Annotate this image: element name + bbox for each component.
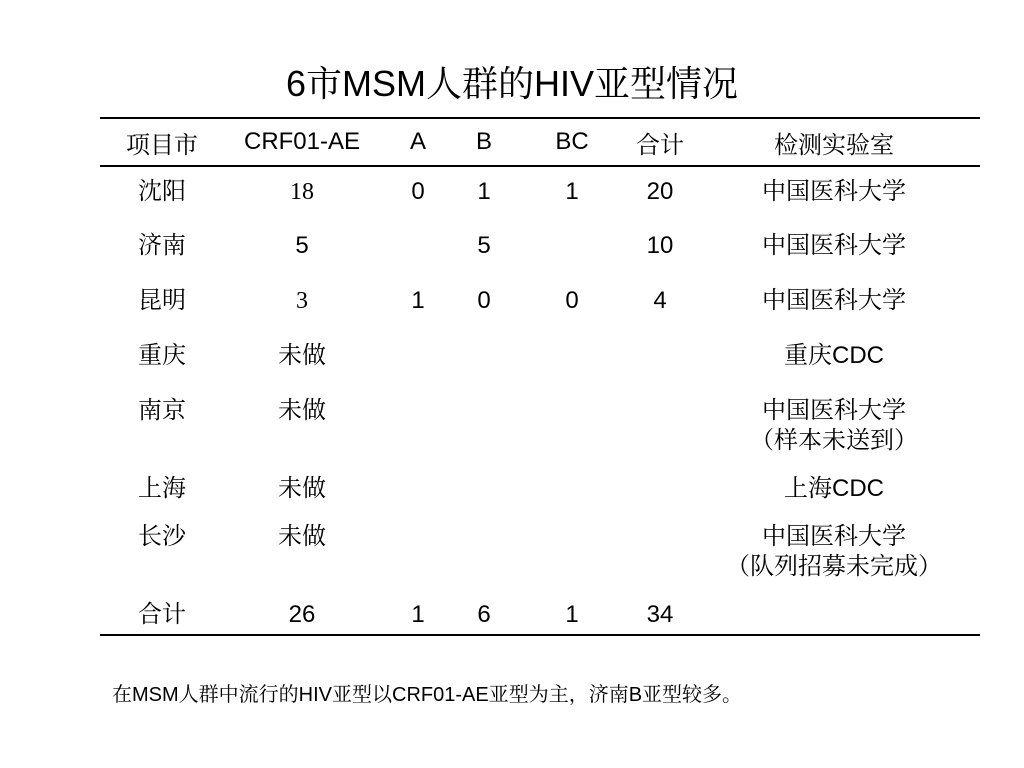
cell-crf01-ae: 未做 [278, 397, 326, 424]
cell-a [380, 464, 456, 512]
cell-crf01-ae: 未做 [278, 523, 326, 550]
cell-total: 20 [646, 178, 674, 205]
cell-total [632, 331, 688, 386]
cell-crf01-ae: 5 [295, 232, 309, 259]
header-city: 项目市 [100, 118, 224, 166]
cell-bc [512, 386, 632, 464]
cell-b: 6 [456, 590, 512, 635]
hiv-subtype-table [100, 117, 980, 636]
cell-b [456, 464, 512, 512]
cell-total [632, 464, 688, 512]
cell-lab [688, 221, 980, 276]
cell-crf01-ae: 3 [296, 288, 308, 314]
cell-lab [688, 590, 980, 635]
cell-total: 4 [653, 287, 667, 314]
cell-city: 南京 [138, 397, 186, 424]
lab-line: 重庆CDC [784, 342, 884, 369]
lab-line: 中国医科大学 [762, 523, 906, 550]
cell-city: 合计 [100, 590, 224, 635]
header-crf01-ae: CRF01-AE [224, 118, 380, 166]
cell-crf01-ae: 未做 [278, 475, 326, 502]
cell-a [380, 221, 456, 276]
table-row [100, 386, 980, 464]
cell-crf01-ae: 18 [290, 179, 314, 205]
table-row [100, 276, 980, 331]
header-bc: BC [512, 118, 632, 166]
cell-a: 0 [411, 178, 425, 205]
lab-note: （样本未送到） [750, 427, 918, 454]
cell-city: 长沙 [138, 523, 186, 550]
header-a: A [380, 118, 456, 166]
table-header-row [100, 118, 980, 166]
cell-bc [512, 464, 632, 512]
cell-total: 10 [646, 232, 674, 259]
table-total-row [100, 590, 980, 635]
cell-lab [688, 276, 980, 331]
cell-city: 昆明 [138, 287, 186, 314]
table-row [100, 464, 980, 512]
cell-lab [688, 166, 980, 221]
cell-b: 5 [477, 232, 491, 259]
conclusion-note: 在MSM人群中流行的HIV亚型以CRF01-AE亚型为主，济南B亚型较多。 [112, 684, 743, 706]
lab-note: （队列招募未完成） [726, 553, 942, 580]
cell-total [632, 512, 688, 590]
cell-lab [688, 512, 980, 590]
cell-total [632, 386, 688, 464]
cell-bc [512, 221, 632, 276]
cell-bc: 1 [512, 590, 632, 635]
cell-b [456, 512, 512, 590]
cell-total: 34 [632, 590, 688, 635]
lab-line: 中国医科大学 [762, 287, 906, 314]
cell-b [456, 386, 512, 464]
cell-bc [512, 512, 632, 590]
cell-city: 沈阳 [138, 178, 186, 205]
cell-lab [688, 386, 980, 464]
table-row [100, 166, 980, 221]
cell-a: 1 [411, 287, 425, 314]
cell-crf01-ae: 26 [224, 590, 380, 635]
cell-a [380, 331, 456, 386]
cell-city: 上海 [138, 475, 186, 502]
table-row [100, 331, 980, 386]
cell-b: 0 [477, 287, 491, 314]
cell-b: 1 [477, 178, 491, 205]
table-row [100, 221, 980, 276]
cell-bc: 1 [565, 178, 579, 205]
slide-title: 6市MSM人群的HIV亚型情况 [285, 63, 739, 104]
table-row [100, 512, 980, 590]
lab-line: 中国医科大学 [762, 397, 906, 424]
cell-bc: 0 [565, 287, 579, 314]
cell-lab [688, 331, 980, 386]
cell-city: 重庆 [138, 342, 186, 369]
header-lab: 检测实验室 [688, 118, 980, 166]
cell-city: 济南 [138, 232, 186, 259]
header-total: 合计 [632, 118, 688, 166]
header-b: B [456, 118, 512, 166]
cell-lab [688, 464, 980, 512]
cell-crf01-ae: 未做 [278, 342, 326, 369]
cell-b [456, 331, 512, 386]
cell-bc [512, 331, 632, 386]
cell-a: 1 [380, 590, 456, 635]
cell-a [380, 512, 456, 590]
lab-line: 上海CDC [784, 475, 884, 502]
cell-a [380, 386, 456, 464]
lab-line: 中国医科大学 [762, 232, 906, 259]
lab-line: 中国医科大学 [762, 178, 906, 205]
